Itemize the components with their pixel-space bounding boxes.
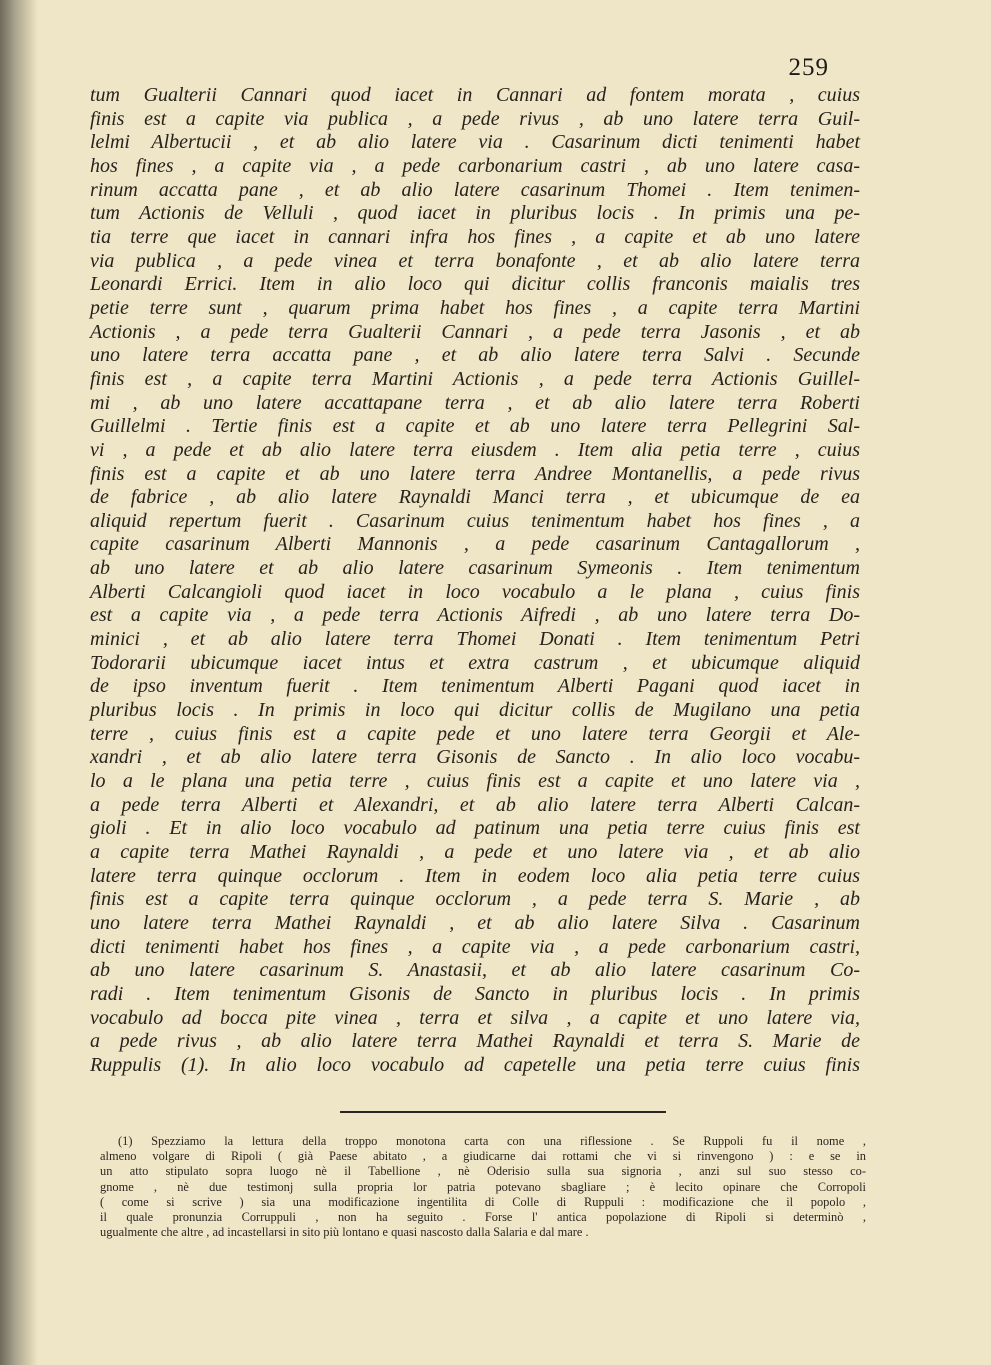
text-line: de ipso inventum fuerit . Item tenimentum Alberti Pagani quod iacet in: [90, 675, 860, 698]
text-line: uno latere terra Mathei Raynaldi , et ab alio latere Silva . Casarinum: [90, 911, 860, 934]
text-line: a capite terra Mathei Raynaldi , a pede et uno latere via , et ab alio: [90, 841, 860, 863]
text-line: Actionis , a pede terra Gualterii Cannari , a pede terra Jasonis , et ab: [90, 320, 860, 343]
text-line: finis est , a capite terra Martini Actionis , a pede terra Actionis Guillel-: [90, 367, 860, 390]
text-line: a pede terra Alberti et Alexandri, et ab alio latere terra Alberti Calcan-: [90, 793, 860, 816]
text-line: finis est a capite terra quinque occlorum , a pede terra S. Marie , ab: [90, 888, 860, 911]
footnote-line: ( come si scrive ) sia una modificazione ingentilita di Colle di Ruppuli : modificazione che il popolo ,: [100, 1194, 866, 1209]
text-line: finis est a capite via publica , a pede rivus , ab uno latere terra Guil-: [90, 107, 860, 130]
text-line: capite casarinum Alberti Mannonis , a pede casarinum Cantagallorum ,: [90, 533, 860, 556]
text-line: tia terre que iacet in cannari infra hos fines , a capite et ab uno latere: [90, 225, 860, 248]
text-line: ab uno latere et ab alio latere casarinum Symeonis . Item tenimentum: [90, 557, 860, 580]
footnote-line: ugualmente che altre , ad incastellarsi in sito più lontano e quasi nascosto dalla Salaria e dal mare .: [100, 1225, 589, 1240]
text-line: mi , ab uno latere accattapane terra , et ab alio latere terra Roberti: [90, 391, 860, 414]
book-gutter-shadow: [0, 0, 38, 1365]
footnote-line: il quale pronunzia Corruppuli , non ha seguito . Forse l' antica popolazione di Ripoli si determinò ,: [100, 1210, 866, 1225]
text-line: radi . Item tenimentum Gisonis de Sancto in pluribus locis . In primis: [90, 982, 860, 1005]
footnote-line: un atto stipulato sopra luogo nè il Tabellione , nè Oderisio sulla sua signoria , anzi sul suo stesso co-: [100, 1164, 866, 1179]
footnote-separator-rule: [340, 1111, 666, 1113]
text-line: dicti tenimenti habet hos fines , a capite via , a pede carbonarium castri,: [90, 935, 860, 958]
text-line: Alberti Calcangioli quod iacet in loco vocabulo a le plana , cuius finis: [90, 580, 860, 603]
footnote-line: (1) Spezziamo la lettura della troppo monotona carta con una riflessione . Se Ruppoli fu il nome ,: [118, 1134, 866, 1148]
text-line: est a capite via , a pede terra Actionis Aifredi , ab uno latere terra Do-: [90, 604, 860, 627]
text-line: Ruppulis (1). In alio loco vocabulo ad capetelle una petia terre cuius finis: [90, 1053, 860, 1076]
text-line: tum Gualterii Cannari quod iacet in Cannari ad fontem morata , cuius: [90, 84, 860, 106]
text-line: via publica , a pede vinea et terra bonafonte , et ab alio latere terra: [90, 249, 860, 272]
text-line: vi , a pede et ab alio latere terra eiusdem . Item alia petia terre , cuius: [90, 438, 860, 461]
footnote-line: gnome , nè due testimonj sulla propria lor patria potevano sbagliare ; è lecito opinare che Corropoli: [100, 1179, 866, 1194]
text-line: petie terre sunt , quarum prima habet hos fines , a capite terra Martini: [90, 296, 860, 319]
text-line: de fabrice , ab alio latere Raynaldi Manci terra , et ubicumque de ea: [90, 486, 860, 509]
text-line: uno latere terra accatta pane , et ab alio latere terra Salvi . Secunde: [90, 344, 860, 367]
footnote-line: almeno volgare di Ripoli ( già Paese abitato , a giudicarne dai rottami che vi si rinvengono ) : e se in: [100, 1149, 866, 1164]
text-line: Todorarii ubicumque iacet intus et extra castrum , et ubicumque aliquid: [90, 651, 860, 674]
text-line: lo a le plana una petia terre , cuius finis est a capite et uno latere via ,: [90, 770, 860, 793]
text-line: tum Actionis de Velluli , quod iacet in pluribus locis . In primis una pe-: [90, 202, 860, 225]
text-line: Leonardi Errici. Item in alio loco qui dicitur collis franconis maialis tres: [90, 273, 860, 296]
text-line: latere terra quinque occlorum . Item in eodem loco alia petia terre cuius: [90, 864, 860, 887]
footnote-block: [100, 1134, 866, 1240]
text-line: terre , cuius finis est a capite pede et uno latere terra Georgii et Ale-: [90, 722, 860, 745]
text-line: lelmi Albertucii , et ab alio latere via . Casarinum dicti tenimenti habet: [90, 131, 860, 154]
text-line: Guillelmi . Tertie finis est a capite et ab uno latere terra Pellegrini Sal-: [90, 415, 860, 438]
text-line: minici , et ab alio latere terra Thomei Donati . Item tenimentum Petri: [90, 628, 860, 651]
text-line: pluribus locis . In primis in loco qui dicitur collis de Mugilano una petia: [90, 699, 860, 722]
page-number: 259: [788, 54, 829, 81]
text-line: hos fines , a capite via , a pede carbonarium castri , ab uno latere casa-: [90, 154, 860, 177]
text-line: gioli . Et in alio loco vocabulo ad patinum una petia terre cuius finis est: [90, 817, 860, 840]
text-line: ab uno latere casarinum S. Anastasii, et ab alio latere casarinum Co-: [90, 959, 860, 982]
text-line: a pede rivus , ab alio latere terra Mathei Raynaldi et terra S. Marie de: [90, 1030, 860, 1053]
main-text-block: [90, 84, 860, 1078]
text-line: rinum accatta pane , et ab alio latere casarinum Thomei . Item tenimen-: [90, 178, 860, 201]
text-line: vocabulo ad bocca pite vinea , terra et silva , a capite et uno latere via,: [90, 1006, 860, 1029]
text-line: aliquid repertum fuerit . Casarinum cuius tenimentum habet hos fines , a: [90, 509, 860, 532]
text-line: xandri , et ab alio latere terra Gisonis de Sancto . In alio loco vocabu-: [90, 746, 860, 769]
text-line: finis est a capite et ab uno latere terra Andree Montanellis, a pede rivus: [90, 462, 860, 485]
